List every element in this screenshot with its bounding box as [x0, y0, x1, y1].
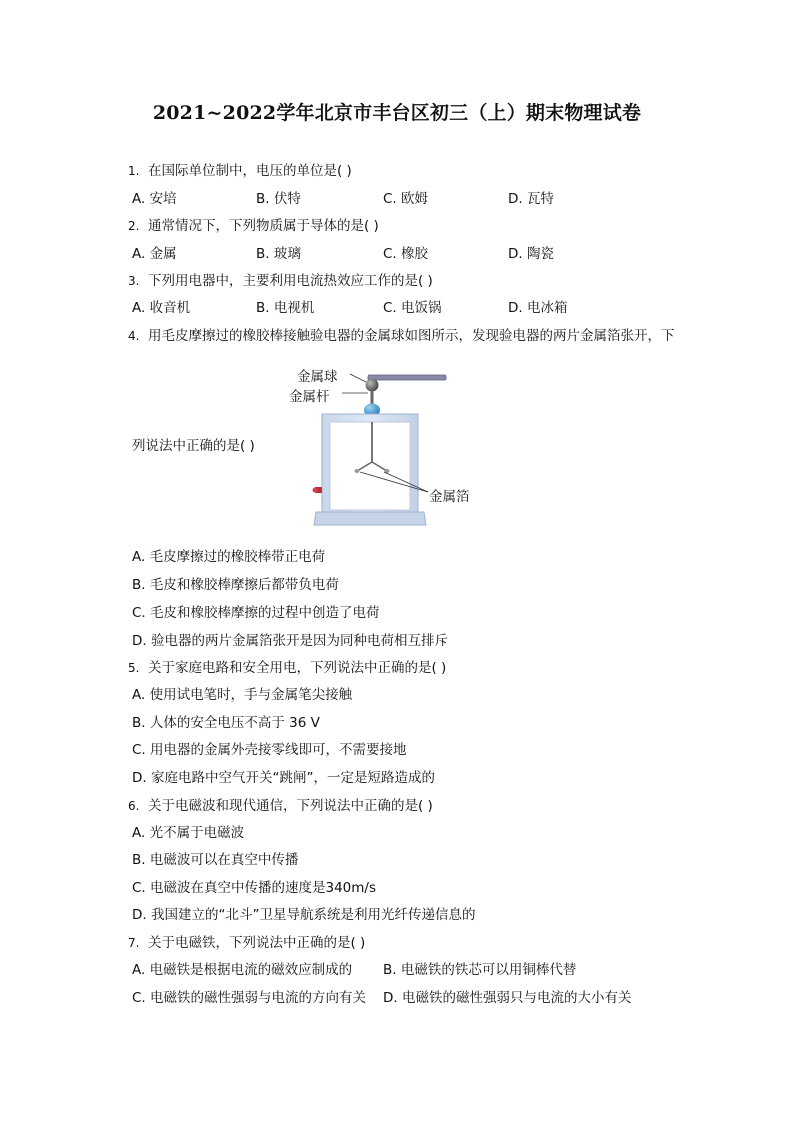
label-metal-ball: 金属球: [297, 369, 338, 385]
q6-option-c: C. 电磁波在真空中传播的速度是340m/s: [132, 880, 377, 896]
q7-option-a: A. 电磁铁是根据电流的磁效应制成的: [132, 962, 353, 978]
question-1-stem: 1. 在国际单位制中，电压的单位是( ): [128, 163, 352, 179]
question-3-stem: 3. 下列用电器中，主要利用电流热效应工作的是( ): [128, 273, 433, 289]
q4-option-b: B. 毛皮和橡胶棒摩擦后都带负电荷: [132, 577, 339, 593]
q1-option-a: A. 安培: [132, 191, 177, 207]
q4-option-c: C. 毛皮和橡胶棒摩擦的过程中创造了电荷: [132, 605, 380, 621]
page-title: 2021~2022学年北京市丰台区初三（上）期末物理试卷: [152, 102, 642, 124]
q2-option-c: C. 橡胶: [383, 246, 429, 262]
q1-option-d: D. 瓦特: [508, 191, 554, 207]
q1-option-b: B. 伏特: [256, 191, 301, 207]
q4-option-a: A. 毛皮摩擦过的橡胶棒带正电荷: [132, 549, 326, 565]
q4-option-d: D. 验电器的两片金属箔张开是因为同种电荷相互排斥: [132, 633, 448, 649]
q3-option-b: B. 电视机: [256, 300, 315, 316]
q1-option-c: C. 欧姆: [383, 191, 429, 207]
q7-option-d: D. 电磁铁的磁性强弱只与电流的大小有关: [383, 990, 632, 1006]
question-5-stem: 5. 关于家庭电路和安全用电，下列说法中正确的是( ): [128, 660, 447, 676]
q5-option-d: D. 家庭电路中空气开关“跳闸”，一定是短路造成的: [132, 770, 435, 786]
q7-option-b: B. 电磁铁的铁芯可以用铜棒代替: [383, 962, 577, 978]
q3-option-d: D. 电冰箱: [508, 300, 568, 316]
q5-option-a: A. 使用试电笔时，手与金属笔尖接触: [132, 687, 353, 703]
q3-option-c: C. 电饭锅: [383, 300, 442, 316]
electroscope-base: [314, 512, 426, 525]
q2-option-b: B. 玻璃: [256, 246, 301, 262]
q6-option-b: B. 电磁波可以在真空中传播: [132, 852, 299, 868]
question-4-stem-continued: 列说法中正确的是( ): [132, 438, 255, 454]
q2-option-d: D. 陶瓷: [508, 246, 554, 262]
electroscope-figure: [280, 360, 490, 532]
q5-option-c: C. 用电器的金属外壳接零线即可，不需要接地: [132, 742, 407, 758]
q2-option-a: A. 金属: [132, 246, 177, 262]
metal-ball: [366, 379, 379, 392]
q7-option-c: C. 电磁铁的磁性强弱与电流的方向有关: [132, 990, 367, 1006]
label-metal-rod: 金属杆: [289, 389, 330, 405]
question-4-stem: 4. 用毛皮摩擦过的橡胶棒接触验电器的金属球如图所示，发现验电器的两片金属箔张开，下: [128, 328, 675, 344]
q3-option-a: A. 收音机: [132, 300, 191, 316]
q6-option-a: A. 光不属于电磁波: [132, 825, 245, 841]
q5-option-b: B. 人体的安全电压不高于 36 V: [132, 715, 320, 731]
question-6-stem: 6. 关于电磁波和现代通信，下列说法中正确的是( ): [128, 798, 433, 814]
q6-option-d: D. 我国建立的“北斗”卫星导航系统是利用光纤传递信息的: [132, 907, 476, 923]
label-metal-foil: 金属箔: [429, 489, 470, 505]
rubber-rod: [368, 375, 446, 380]
question-2-stem: 2. 通常情况下，下列物质属于导体的是( ): [128, 218, 379, 234]
question-7-stem: 7. 关于电磁铁，下列说法中正确的是( ): [128, 935, 366, 951]
